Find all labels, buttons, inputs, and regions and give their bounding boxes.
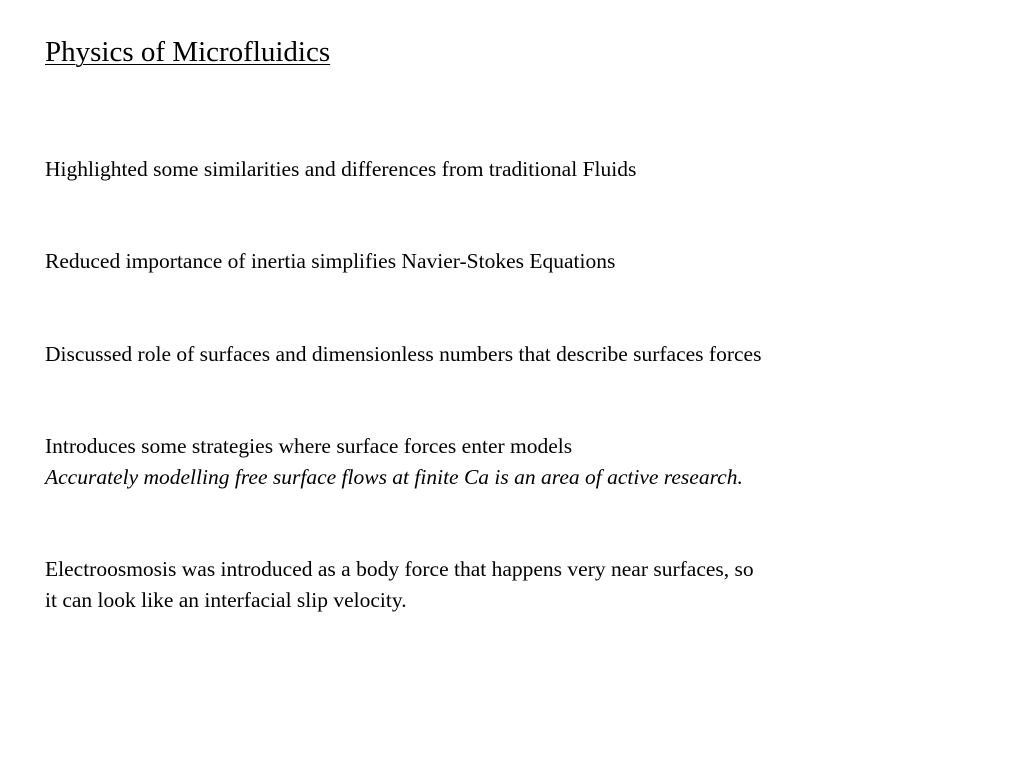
bullet-subtext-italic: Accurately modelling free surface flows at finite Ca is an area of active research. [45, 465, 743, 489]
bullet-text: Highlighted some similarities and differences from traditional Fluids [45, 157, 637, 181]
bullet-text: Introduces some strategies where surface forces enter models [45, 434, 573, 458]
slide-title: Physics of Microfluidics [45, 36, 331, 68]
bullet-point-surfaces [45, 339, 761, 370]
bullet-point-strategies [45, 431, 743, 493]
bullet-text-line-2: it can look like an interfacial slip velocity. [45, 588, 407, 612]
bullet-point-similarities [45, 154, 636, 185]
bullet-text: Discussed role of surfaces and dimensionless numbers that describe surfaces forces [45, 342, 762, 366]
bullet-text-line-1: Electroosmosis was introduced as a body force that happens very near surfaces, so [45, 557, 754, 581]
bullet-point-electroosmosis [45, 554, 754, 616]
bullet-point-inertia [45, 246, 615, 277]
bullet-text: Reduced importance of inertia simplifies Navier-Stokes Equations [45, 249, 616, 273]
